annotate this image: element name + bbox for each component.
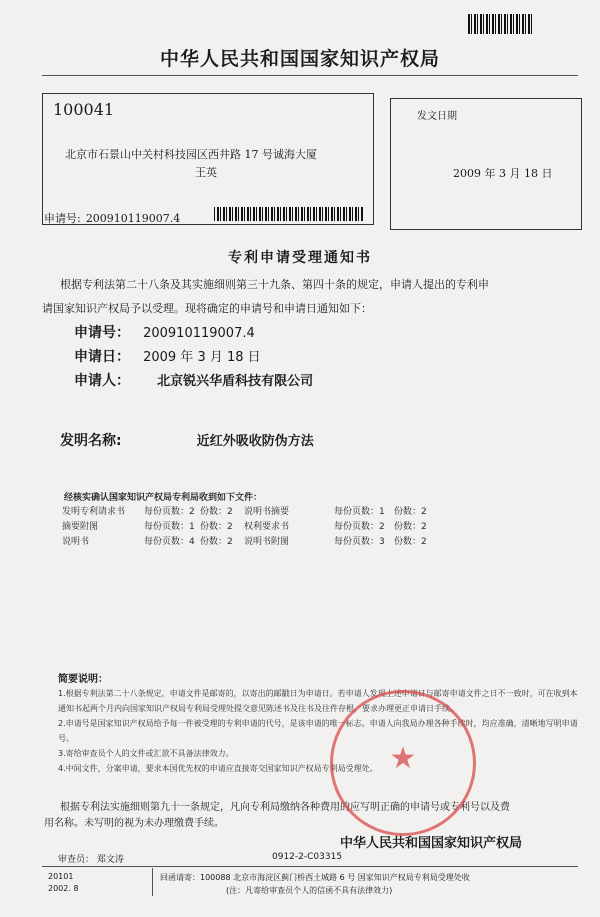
footer-divider (152, 868, 153, 896)
doc-cell: 每份页数：4 (144, 537, 195, 547)
app-date-value: 2009 年 3 月 18 日 (143, 350, 261, 365)
address-box (42, 93, 374, 225)
notes-heading: 简要说明： (58, 674, 108, 685)
footer-form-no: 20101 (48, 872, 74, 881)
documents-row (62, 504, 562, 519)
invention-row (60, 430, 314, 450)
notice-body-line2: 请国家知识产权局予以受理。现将确定的申请号和申请日通知如下： (42, 302, 372, 315)
examiner-label: 审查员： (58, 855, 95, 865)
doc-cell: 每份页数：1 (334, 507, 385, 517)
doc-cell: 每份页数：2 (144, 507, 195, 517)
doc-cell: 每份页数：3 (334, 537, 385, 547)
footer-form-date: 2002. 8 (48, 884, 79, 893)
footer-warning: (注：凡寄给审查员个人的信函不具有法律效力) (226, 886, 393, 895)
invention-label: 发明名称: (60, 433, 122, 449)
footer-rule (42, 866, 578, 867)
fee-note-line1: 根据专利法实施细则第九十一条规定，凡向专利局缴纳各种费用的应写明正确的申请号或专利号以及费 (60, 802, 510, 813)
app-date-row (74, 346, 261, 366)
applicant-row (74, 370, 313, 390)
doc-cell: 份数：2 (200, 522, 233, 532)
app-date-label: 申请日： (74, 349, 130, 365)
doc-cell: 份数：2 (394, 507, 427, 517)
doc-cell: 每份页数：1 (144, 522, 195, 532)
app-no-label: 申请号： (74, 325, 130, 341)
doc-cell: 说明书摘要 (244, 507, 290, 517)
application-number: 200910119007.4 (85, 212, 181, 225)
note-item: 3.寄给审查员个人的文件或汇款不具备法律效力。 (58, 749, 234, 758)
note-item: 1.根据专利法第二十八条规定，申请文件是邮寄的，以寄出的邮戳日为申请日。若申请人发现上述申请日与邮寄申请文件之日不一致时，可在收到本通知书起两个月内向国家知识产权局专利局受理处提交意见陈述书及往书及往件存根，要求办理更正申请日手续。 (58, 689, 578, 713)
documents-row (62, 534, 562, 549)
documents-table (62, 504, 562, 549)
doc-cell: 份数：2 (394, 537, 427, 547)
applicant-label: 申请人： (74, 373, 130, 389)
issue-date-label: 发文日期 (417, 111, 457, 122)
address-line: 北京市石景山中关村科技园区西井路 17 号诚海大厦 (65, 148, 317, 161)
doc-cell: 说明书附图 (244, 537, 290, 547)
signoff-office: 中华人民共和国国家知识产权局 (340, 836, 523, 851)
seal-star-icon: ★ (389, 741, 417, 776)
top-barcode (468, 14, 532, 34)
note-item: 4.中间文件，分案申请，要求本国优先权的申请应直接寄交国家知识产权局专利局受理处。 (58, 764, 378, 773)
office-title: 中华人民共和国国家知识产权局 (159, 48, 440, 70)
issue-date: 2009 年 3 月 18 日 (453, 167, 553, 180)
documents-row (62, 519, 562, 534)
title-rule (42, 75, 578, 76)
return-address: 回函请寄：100088 北京市海淀区蓟门桥西土城路 6 号 国家知识产权局专利局受理处收 (160, 873, 470, 882)
notice-body-line1: 根据专利法第二十八条及其实施细则第三十九条、第四十条的规定，申请人提出的专利申 (60, 278, 489, 291)
note-item: 2.申请号是国家知识产权局给予每一件被受理的专利申请的代号，是该申请的唯一标志。申请人向我局办理各种手续时，均应准确，清晰地写明申请号。 (58, 719, 578, 743)
application-barcode (214, 207, 364, 221)
doc-cell: 发明专利请求书 (62, 507, 126, 517)
doc-cell: 摘要附图 (62, 522, 99, 532)
notice-title: 专利申请受理通知书 (228, 250, 372, 266)
postcode: 100041 (53, 100, 115, 119)
recipient-name: 王英 (195, 166, 217, 179)
invention-value: 近红外吸收防伪方法 (196, 434, 314, 449)
applicant-value: 北京锐兴华盾科技有限公司 (157, 374, 314, 389)
doc-cell: 份数：2 (200, 537, 233, 547)
application-number-label: 申请号: (44, 212, 81, 225)
examiner-line (58, 852, 124, 865)
document-code: 0912-2-C03315 (272, 852, 343, 862)
official-seal (330, 690, 476, 836)
doc-cell: 说明书 (62, 537, 90, 547)
documents-heading: 经核实确认国家知识产权局专利局收到如下文件： (64, 493, 263, 503)
examiner-name: 郑文涛 (96, 855, 124, 865)
doc-cell: 每份页数：2 (334, 522, 385, 532)
date-box (390, 98, 582, 230)
fee-note-line2: 用名称。未写明的视为未办理缴费手续。 (44, 818, 224, 829)
app-no-value: 200910119007.4 (143, 326, 255, 341)
doc-cell: 份数：2 (394, 522, 427, 532)
doc-cell: 份数：2 (200, 507, 233, 517)
app-no-row (74, 322, 255, 342)
doc-cell: 权利要求书 (244, 522, 290, 532)
notes-list (58, 686, 578, 776)
